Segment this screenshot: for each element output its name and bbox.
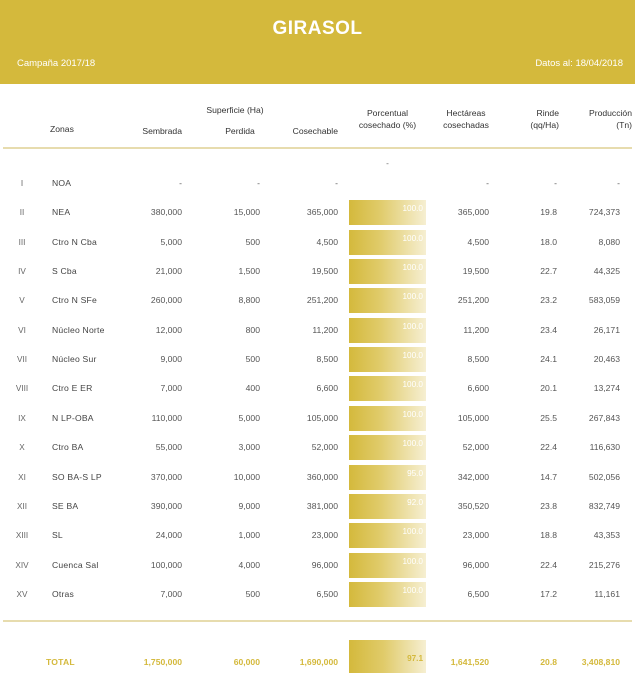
- zone-number: VII: [16, 355, 27, 365]
- hectareas-value: 6,600: [467, 383, 489, 394]
- percent-box: [349, 465, 426, 490]
- produccion-value: 832,749: [588, 500, 620, 511]
- hectareas-value: -: [486, 178, 489, 188]
- perdida-value: 500: [245, 236, 260, 247]
- header-rinde: [515, 107, 559, 131]
- zone-name: SE BA: [52, 500, 79, 511]
- perdida-value: 800: [245, 324, 260, 335]
- cosechable-value: 23,000: [311, 530, 338, 541]
- rinde-value: 24.1: [540, 354, 557, 365]
- total-divider: [3, 620, 632, 622]
- cosechable-value: 4,500: [316, 236, 338, 247]
- table-row: [0, 404, 635, 433]
- zone-name: Ctro N Cba: [52, 236, 97, 247]
- percent-box: [349, 200, 426, 225]
- percent-value: 100.0: [402, 263, 423, 273]
- cosechable-value: 365,000: [306, 207, 338, 218]
- percent-box: [349, 230, 426, 255]
- page-title: GIRASOL: [272, 18, 363, 39]
- zone-number: VIII: [15, 384, 29, 394]
- percent-value: 100.0: [402, 321, 423, 331]
- sembrada-value: 390,000: [150, 500, 182, 511]
- header-hectareas: [430, 107, 502, 131]
- total-percent: 97.1: [407, 654, 423, 663]
- total-cosechable: 1,690,000: [299, 657, 338, 667]
- produccion-value: 43,353: [593, 530, 620, 541]
- table-row: [0, 374, 635, 403]
- percent-value: 100.0: [402, 204, 423, 214]
- cosechable-value: 381,000: [306, 500, 338, 511]
- percent-value: 100.0: [402, 351, 423, 361]
- percent-value: 100.0: [402, 292, 423, 302]
- perdida-value: 8,800: [238, 295, 260, 306]
- zone-number: V: [19, 296, 25, 306]
- total-sembrada: 1,750,000: [143, 657, 182, 667]
- sembrada-value: 370,000: [150, 471, 182, 482]
- table-row: [0, 521, 635, 550]
- zone-name: SO BA-S LP: [52, 471, 102, 482]
- rinde-value: 18.8: [540, 530, 557, 541]
- zone-name: Cuenca Sal: [52, 559, 99, 570]
- rinde-value: -: [554, 178, 557, 188]
- zone-number: XV: [16, 589, 28, 599]
- table-row: [0, 492, 635, 521]
- header-divider: [3, 147, 632, 149]
- hectareas-value: 350,520: [457, 500, 489, 511]
- produccion-value: -: [617, 178, 620, 188]
- produccion-value: 44,325: [593, 266, 620, 277]
- percent-box: [349, 553, 426, 578]
- zone-number: X: [19, 443, 25, 453]
- zone-name: SL: [52, 530, 63, 541]
- cosechable-value: 251,200: [306, 295, 338, 306]
- percent-value: -: [386, 159, 389, 168]
- percent-box: [349, 523, 426, 548]
- sembrada-value: 7,000: [160, 383, 182, 394]
- hectareas-value: 342,000: [457, 471, 489, 482]
- zone-name: S Cba: [52, 266, 77, 277]
- cosechable-value: 96,000: [311, 559, 338, 570]
- zone-name: Otras: [52, 588, 75, 599]
- sembrada-value: 9,000: [160, 354, 182, 365]
- sembrada-value: 100,000: [150, 559, 182, 570]
- zone-number: I: [20, 179, 24, 188]
- perdida-value: 500: [245, 588, 260, 599]
- produccion-value: 267,843: [588, 412, 620, 423]
- rinde-value: 22.4: [540, 559, 557, 570]
- cosechable-value: 19,500: [311, 266, 338, 277]
- rinde-value: 14.7: [540, 471, 557, 482]
- header-hectareas-line1: Hectáreas: [446, 108, 486, 118]
- zone-number: II: [19, 208, 25, 218]
- zone-name: Núcleo Norte: [52, 324, 105, 335]
- zone-name: NEA: [52, 207, 71, 218]
- produccion-value: 26,171: [593, 324, 620, 335]
- produccion-value: 8,080: [598, 236, 620, 247]
- table-row: [0, 198, 635, 227]
- cosechable-value: 52,000: [311, 442, 338, 453]
- hectareas-value: 105,000: [457, 412, 489, 423]
- hectareas-value: 251,200: [457, 295, 489, 306]
- header-produccion-line1: Producción: [589, 108, 632, 118]
- hectareas-value: 365,000: [457, 207, 489, 218]
- rinde-value: 23.4: [540, 324, 557, 335]
- zone-name: N LP-OBA: [52, 412, 94, 423]
- rinde-value: 19.8: [540, 207, 557, 218]
- header-hectareas-line2: cosechadas: [443, 120, 489, 130]
- cosechable-value: 6,500: [316, 588, 338, 599]
- cosechable-value: 360,000: [306, 471, 338, 482]
- hectareas-value: 11,200: [463, 324, 489, 335]
- hectareas-value: 96,000: [462, 559, 489, 570]
- produccion-value: 116,630: [589, 442, 620, 453]
- table-row: [0, 463, 635, 492]
- header-sembrada: Sembrada: [142, 126, 182, 136]
- rinde-value: 23.2: [540, 295, 557, 306]
- produccion-value: 583,059: [588, 295, 620, 306]
- cosechable-value: 8,500: [316, 354, 338, 365]
- header-cosechable: Cosechable: [292, 126, 338, 136]
- perdida-value: 500: [245, 354, 260, 365]
- rinde-value: 18.0: [540, 236, 557, 247]
- zone-name: Ctro N SFe: [52, 295, 97, 306]
- campaign-label: Campaña 2017/18: [17, 58, 96, 69]
- perdida-value: 1,000: [238, 530, 260, 541]
- zone-number: VI: [18, 325, 26, 335]
- percent-box: [349, 288, 426, 313]
- zone-number: XII: [16, 501, 27, 511]
- table-row: [0, 433, 635, 462]
- perdida-value: 9,000: [238, 500, 260, 511]
- hectareas-value: 52,000: [462, 442, 489, 453]
- total-perdida: 60,000: [233, 657, 260, 667]
- total-percent-box: [349, 640, 426, 673]
- percent-box: [349, 376, 426, 401]
- percent-value: 100.0: [402, 233, 423, 243]
- cosechable-value: 11,200: [312, 324, 338, 335]
- sembrada-value: 24,000: [155, 530, 182, 541]
- table-row: [0, 228, 635, 257]
- table-row: [0, 345, 635, 374]
- percent-box: [349, 259, 426, 284]
- produccion-value: 20,463: [593, 354, 620, 365]
- total-hectareas: 1,641,520: [450, 657, 489, 667]
- percent-value: 100.0: [402, 527, 423, 537]
- percent-box: [349, 347, 426, 372]
- sembrada-value: -: [179, 178, 182, 188]
- sembrada-value: 21,000: [155, 266, 182, 277]
- header-porcentual: [349, 107, 426, 131]
- rinde-value: 17.2: [540, 588, 557, 599]
- zone-name: Ctro BA: [52, 442, 84, 453]
- hectareas-value: 23,000: [462, 530, 489, 541]
- perdida-value: 400: [245, 383, 260, 394]
- perdida-value: 15,000: [233, 207, 260, 218]
- percent-box: [349, 582, 426, 607]
- rinde-value: 22.7: [540, 266, 557, 277]
- table-row: [0, 580, 635, 609]
- produccion-value: 724,373: [588, 207, 620, 218]
- zone-number: III: [18, 237, 26, 247]
- cosechable-value: 105,000: [306, 412, 338, 423]
- cosechable-value: 6,600: [316, 383, 338, 394]
- zone-number: XIV: [15, 560, 29, 570]
- produccion-value: 502,056: [588, 471, 620, 482]
- total-rinde: 20.8: [540, 657, 557, 667]
- rinde-value: 23.8: [540, 500, 557, 511]
- percent-value: 100.0: [402, 380, 423, 390]
- total-produccion: 3,408,810: [581, 657, 620, 667]
- percent-value: 100.0: [402, 439, 423, 449]
- header-superficie: Superficie (Ha): [206, 105, 264, 115]
- perdida-value: 5,000: [238, 412, 260, 423]
- table-row: [0, 159, 635, 198]
- produccion-value: 11,161: [594, 588, 620, 599]
- percent-box: [349, 435, 426, 460]
- produccion-value: 13,274: [593, 383, 620, 394]
- header-produccion-line2: (Tn): [616, 120, 632, 130]
- perdida-value: 1,500: [238, 266, 260, 277]
- hectareas-value: 4,500: [467, 236, 489, 247]
- sembrada-value: 7,000: [160, 588, 182, 599]
- sembrada-value: 380,000: [150, 207, 182, 218]
- sembrada-value: 260,000: [150, 295, 182, 306]
- header-banner: [0, 0, 635, 84]
- zone-name: Núcleo Sur: [52, 354, 97, 365]
- percent-value: 92.0: [407, 497, 423, 507]
- hectareas-value: 8,500: [467, 354, 489, 365]
- percent-value: 95.0: [407, 468, 423, 478]
- perdida-value: 4,000: [238, 559, 260, 570]
- percent-box: [349, 406, 426, 431]
- cosechable-value: -: [335, 178, 338, 188]
- zone-number: XIII: [15, 531, 29, 541]
- zone-name: NOA: [52, 178, 72, 188]
- total-row: [0, 648, 635, 673]
- zone-number: XI: [18, 472, 26, 482]
- percent-value: 100.0: [402, 409, 423, 419]
- table-row: [0, 286, 635, 315]
- header-rinde-line1: Rinde: [536, 108, 559, 118]
- perdida-value: 3,000: [238, 442, 260, 453]
- header-produccion: [570, 107, 632, 131]
- perdida-value: -: [257, 178, 260, 188]
- zone-number: IV: [18, 267, 26, 277]
- percent-box: [349, 318, 426, 343]
- header-rinde-line2: (qq/Ha): [530, 120, 559, 130]
- sembrada-value: 110,000: [151, 412, 182, 423]
- sembrada-value: 5,000: [160, 236, 182, 247]
- percent-box: [349, 494, 426, 519]
- total-label: TOTAL: [46, 657, 75, 667]
- header-perdida: Perdida: [225, 126, 255, 136]
- table-row: [0, 257, 635, 286]
- produccion-value: 215,276: [588, 559, 620, 570]
- sembrada-value: 55,000: [155, 442, 182, 453]
- zone-name: Ctro E ER: [52, 383, 93, 394]
- table-row: [0, 551, 635, 580]
- percent-value: 100.0: [402, 585, 423, 595]
- header-zonas: Zonas: [50, 124, 74, 134]
- sembrada-value: 12,000: [155, 324, 182, 335]
- header-porcentual-line2: cosechado (%): [358, 120, 417, 130]
- header-porcentual-line1: Porcentual: [366, 108, 409, 118]
- rinde-value: 22.4: [540, 442, 557, 453]
- perdida-value: 10,000: [233, 471, 260, 482]
- data-date-label: Datos al: 18/04/2018: [535, 58, 623, 69]
- rinde-value: 20.1: [540, 383, 557, 394]
- hectareas-value: 6,500: [467, 588, 489, 599]
- rinde-value: 25.5: [540, 412, 557, 423]
- hectareas-value: 19,500: [462, 266, 489, 277]
- zone-number: IX: [18, 413, 26, 423]
- percent-value: 100.0: [402, 556, 423, 566]
- table-row: [0, 316, 635, 345]
